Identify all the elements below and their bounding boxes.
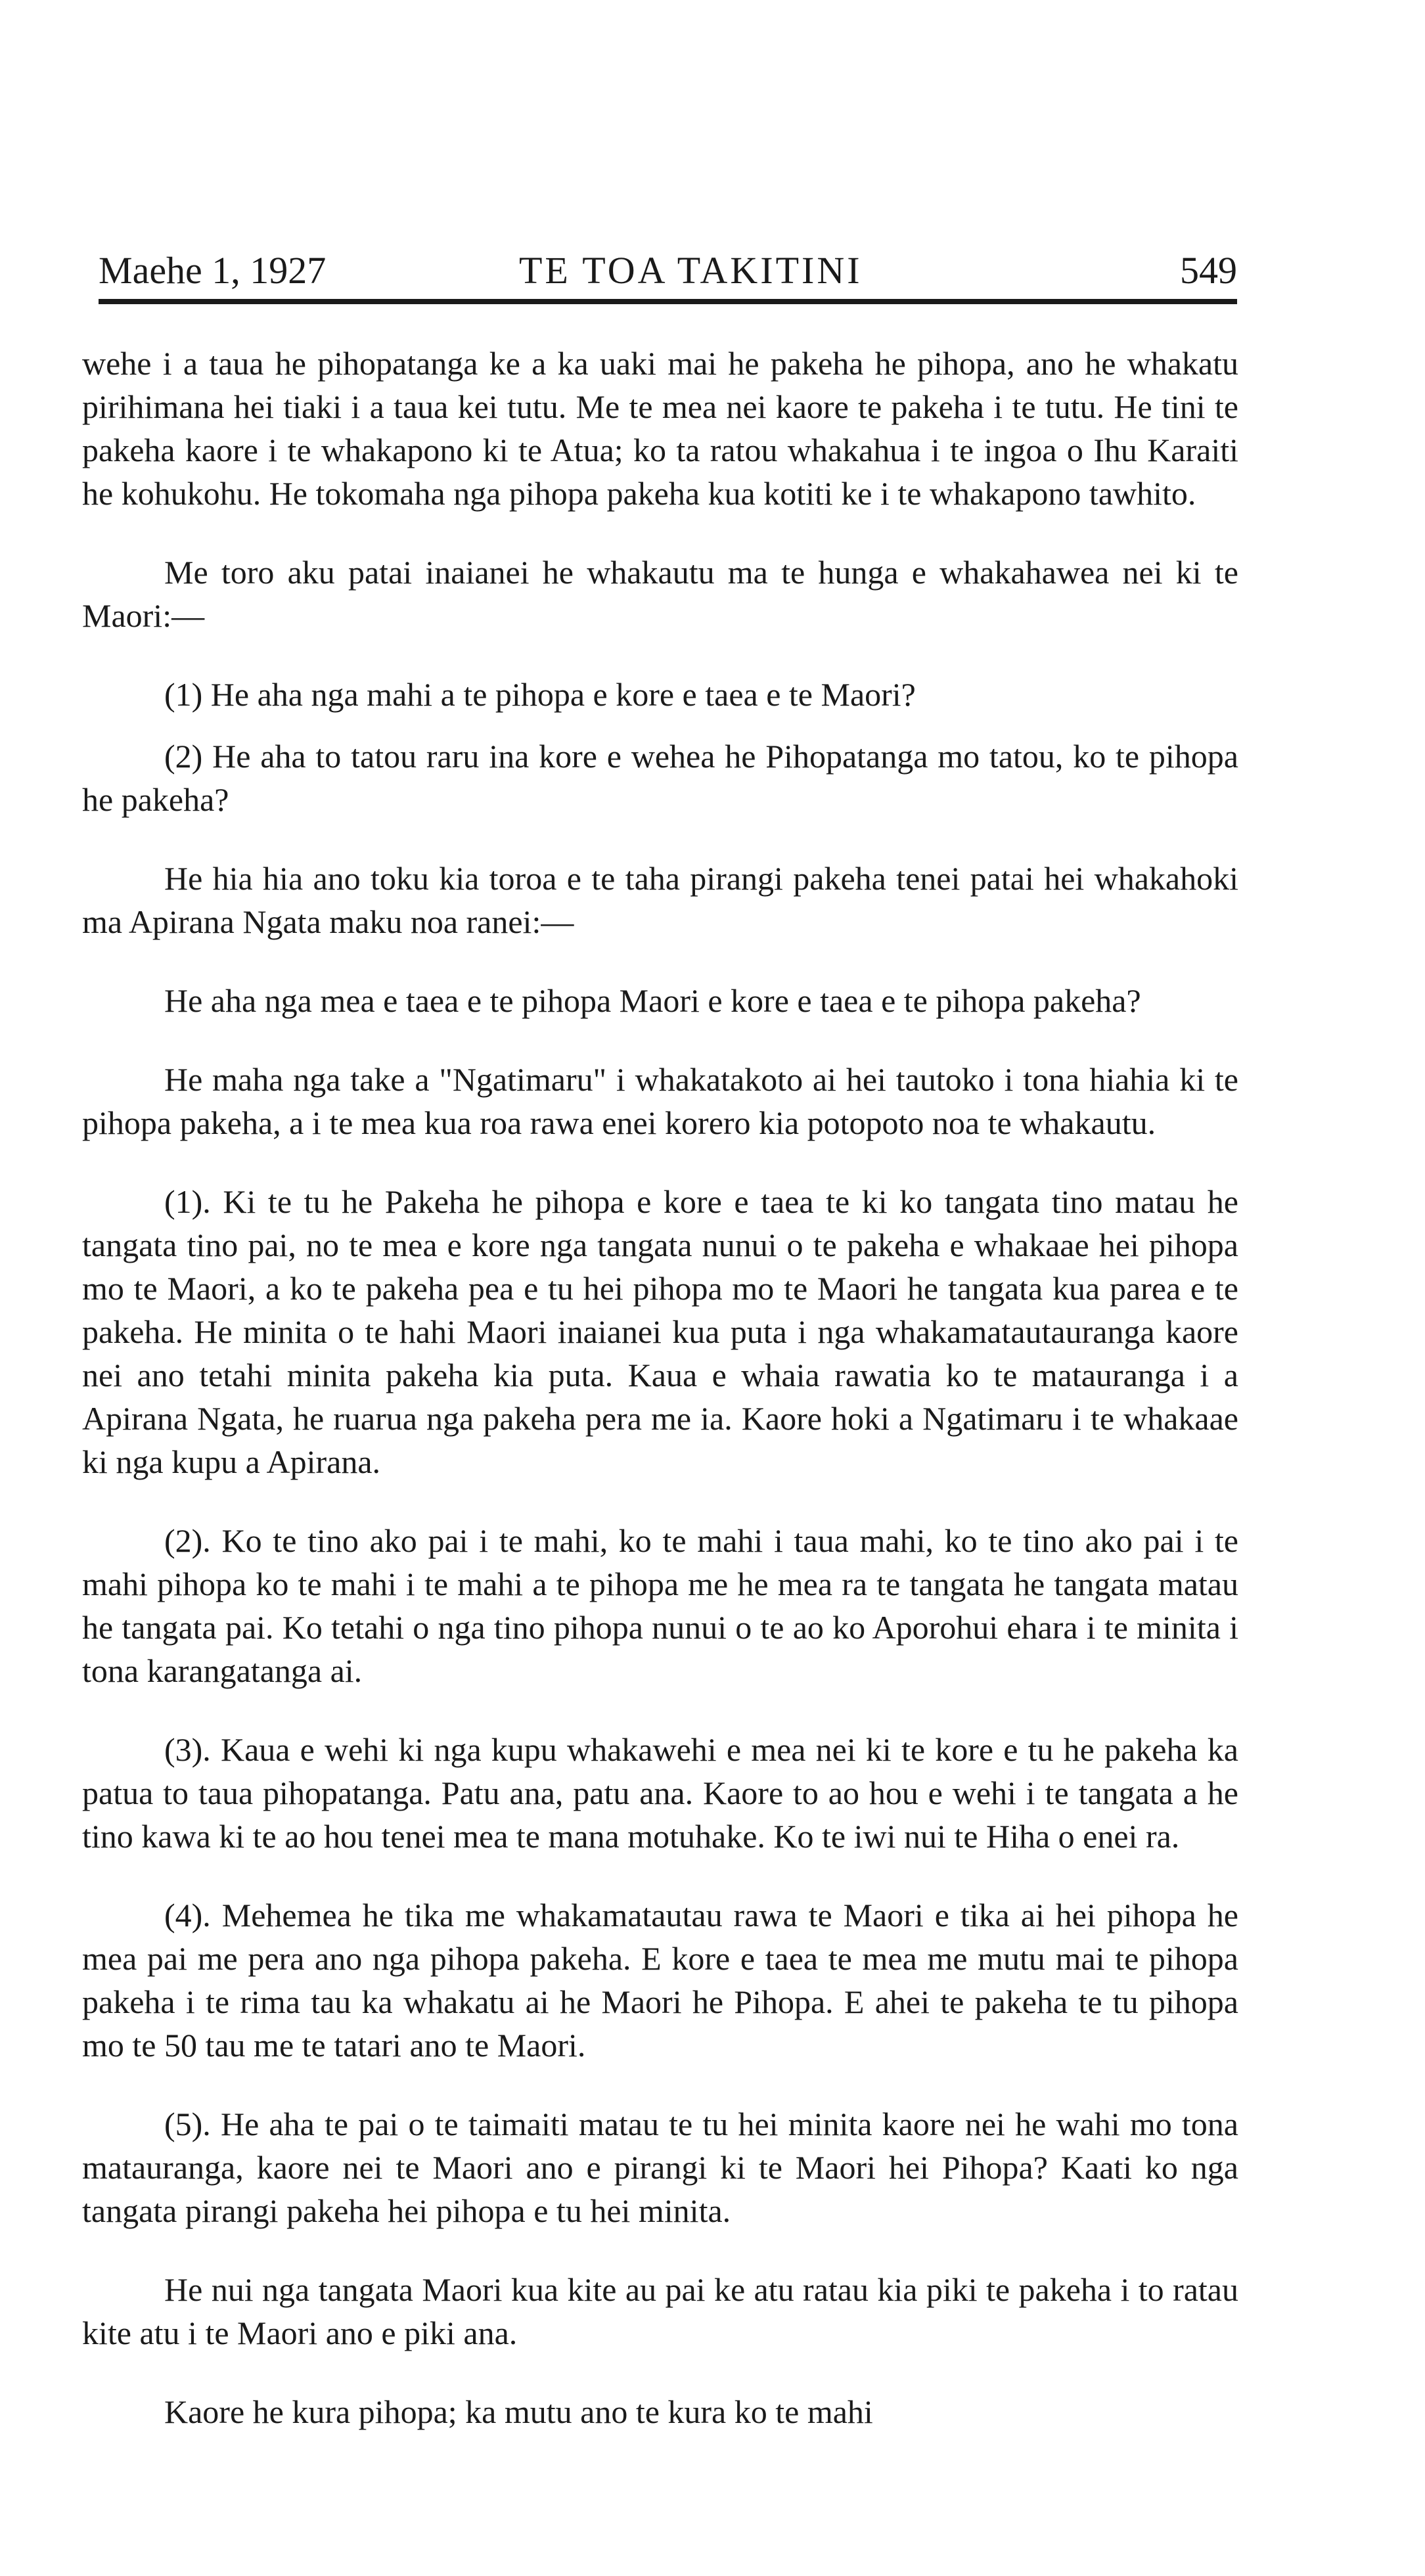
header-rule xyxy=(99,299,1237,304)
paragraph: He nui nga tangata Maori kua kite au pai ke atu ratau kia piki te pakeha i to ratau kite atu i te Maori ano e piki ana. xyxy=(82,2271,1238,2351)
header-date: Maehe 1, 1927 xyxy=(99,249,327,292)
numbered-point-paragraph: (2). Ko te tino ako pai i te mahi, ko te mahi i taua mahi, ko te tino ako pai i te mahi pihopa ko te mahi i te mahi a te pihopa me he mea ra te tangata he tangata matau he tangata pai. Ko tetahi o nga tino pihopa nunui o te ao ko Aporohui ehara i te minita i tona karangatanga ai. xyxy=(82,1522,1238,1689)
paragraph: wehe i a taua he pihopatanga ke a ka uaki mai he pakeha he pihopa, ano he whakatu pirihimana hei tiaki i a taua kei tutu. Me te mea nei kaore te pakeha i te tutu. He tini te pakeha kaore i te whakapono ki te Atua; ko ta ratou whakahua i te ingoa o Ihu Karaiti he kohukohu. He tokomaha nga pihopa pakeha kua kotiti ke i te whakapono tawhito. xyxy=(82,345,1238,512)
numbered-point-paragraph: (3). Kaua e wehi ki nga kupu whakawehi e mea nei ki te kore e tu he pakeha ka patua to taua pihopatanga. Patu ana, patu ana. Kaore to ao hou e wehi i te tangata a he tino kawa ki te ao hou tenei mea te mana motuhake. Ko te iwi nui te Hiha o enei ra. xyxy=(82,1731,1238,1855)
page-number: 549 xyxy=(1180,249,1237,292)
paragraph: He hia hia ano toku kia toroa e te taha pirangi pakeha tenei patai hei whakahoki ma Apirana Ngata maku noa ranei:— xyxy=(82,860,1238,940)
publication-title: TE TOA TAKITINI xyxy=(519,249,863,292)
paragraph: Me toro aku patai inaianei he whakautu ma te hunga e whakahawea nei ki te Maori:— xyxy=(82,554,1238,634)
question-paragraph: (1) He aha nga mahi a te pihopa e kore e taea e te Maori? xyxy=(164,676,916,713)
question-paragraph: (2) He aha to tatou raru ina kore e wehea he Pihopatanga mo tatou, ko te pihopa he pakeha? xyxy=(82,738,1238,818)
paragraph: Kaore he kura pihopa; ka mutu ano te kura ko te mahi xyxy=(164,2393,873,2430)
paragraph: He aha nga mea e taea e te pihopa Maori e kore e taea e te pihopa pakeha? xyxy=(164,982,1141,1019)
numbered-point-paragraph: (5). He aha te pai o te taimaiti matau te tu hei minita kaore nei he wahi mo tona matauranga, kaore nei te Maori ano e pirangi ki te Maori hei Pihopa? Kaati ko nga tangata pirangi pakeha hei pihopa e tu hei minita. xyxy=(82,2106,1238,2229)
paragraph: He maha nga take a "Ngatimaru" i whakatakoto ai hei tautoko i tona hiahia ki te pihopa pakeha, a i te mea kua roa rawa enei korero kia potopoto noa te whakautu. xyxy=(82,1061,1238,1141)
page-header xyxy=(99,244,1237,304)
numbered-point-paragraph: (1). Ki te tu he Pakeha he pihopa e kore e taea te ki ko tangata tino matau he tangata tino pai, no te mea e kore nga tangata nunui o te pakeha e whakaae hei pihopa mo te Maori, a ko te pakeha pea e tu hei pihopa mo te Maori he tangata kua parea e te pakeha. He minita o te hahi Maori inaianei kua puta i nga whakamatautauranga kaore nei ano tetahi minita pakeha kia puta. Kaua e whaia rawatia ko te matauranga i a Apirana Ngata, he ruarua nga pakeha pera me ia. Kaore hoki a Ngatimaru i te whakaae ki nga kupu a Apirana. xyxy=(82,1183,1238,1480)
numbered-point-paragraph: (4). Mehemea he tika me whakamatautau rawa te Maori e tika ai hei pihopa he mea pai me pera ano nga pihopa pakeha. E kore e taea te mea me mutu mai te pihopa pakeha i te rima tau ka whakatu ai he Maori he Pihopa. E ahei te pakeha te tu pihopa mo te 50 tau me te tatari ano te Maori. xyxy=(82,1897,1238,2064)
article-body xyxy=(82,342,1238,2469)
